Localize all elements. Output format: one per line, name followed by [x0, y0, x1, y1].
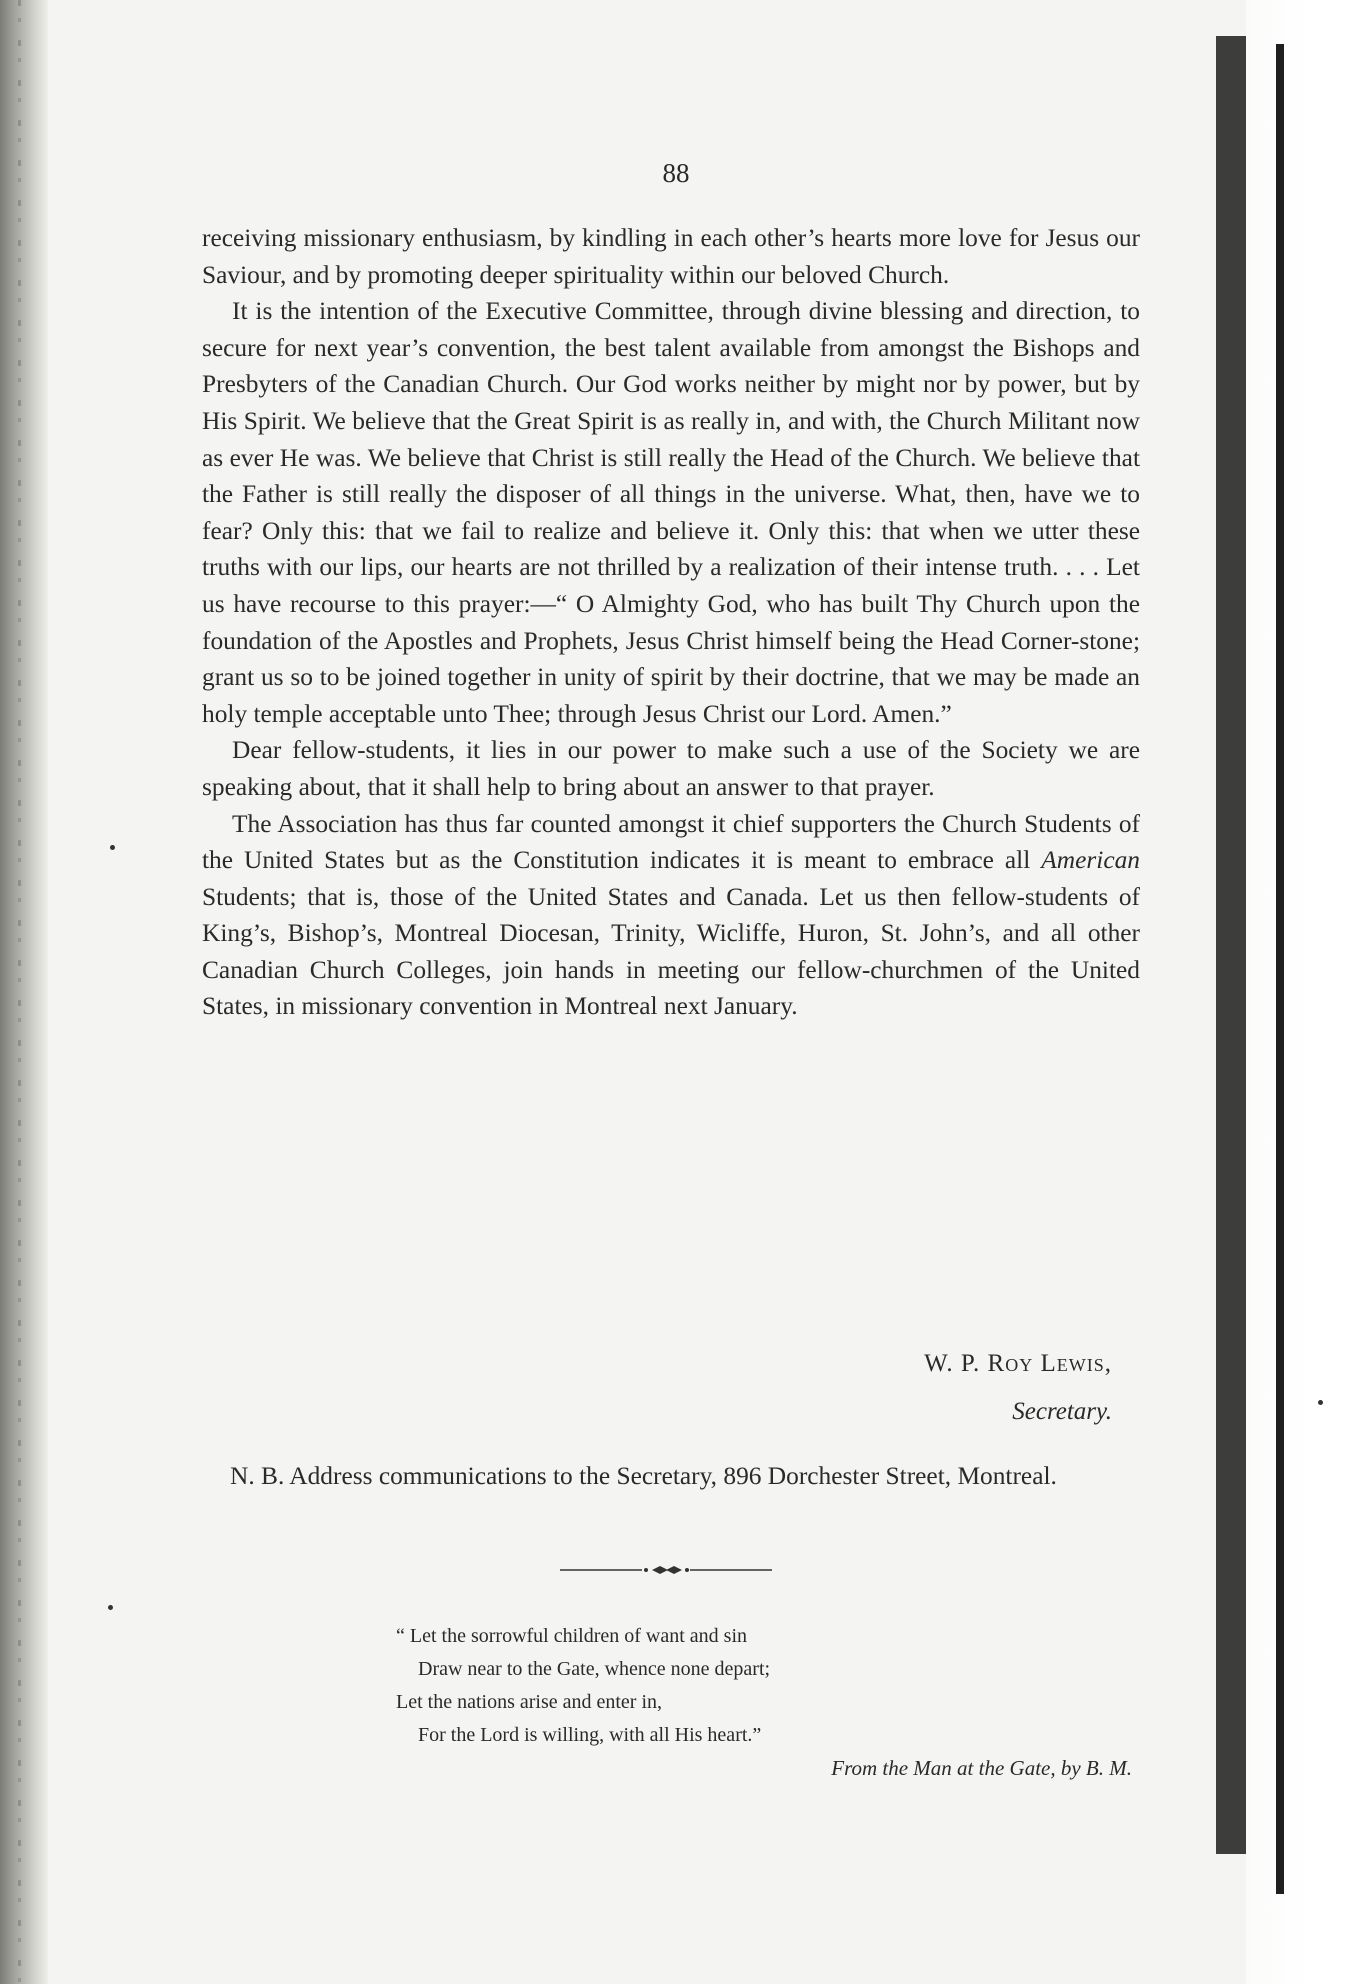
signature-title: Secretary.	[1012, 1398, 1112, 1425]
paragraph-1: receiving missionary enthusiasm, by kindling in each other’s hearts more love for Jesus our Saviour, and by promoting deeper spirituality within our beloved Church.	[202, 224, 1140, 289]
poem-attribution: From the Man at the Gate, by B. M.	[831, 1756, 1132, 1780]
poem-line: “ Let the sorrowful children of want and sin	[396, 1625, 748, 1647]
paragraph-4-end: Students; that is, those of the United States and Canada. Let us then fellow-students of King’s, Bishop’s, Montreal Diocesan, Trinity, Wicliffe, Huron, St. John’s, and all other Canadian Church Colleges, join hands in meeting our fellow-churchmen of the United States, in missionary convention in Montreal next January.	[202, 882, 1140, 1021]
scan-speck	[110, 845, 115, 850]
scan-speck	[108, 1605, 113, 1610]
scan-left-edge	[0, 0, 48, 1984]
poem-line: For the Lord is willing, with all His heart.”	[418, 1724, 762, 1746]
poem-line: Let the nations arise and enter in,	[396, 1691, 663, 1713]
paragraph-4	[202, 806, 1140, 1026]
poem-line: Draw near to the Gate, whence none depart;	[418, 1658, 771, 1680]
body-text	[202, 220, 1140, 1025]
page-number: 88	[662, 158, 690, 188]
address-note: N. B. Address communications to the Secretary, 896 Dorchester Street, Montreal.	[230, 1462, 1057, 1490]
paragraph-2: It is the intention of the Executive Committee, through divine blessing and direction, to secure for next year’s convention, the best talent available from amongst the Bishops and Presbyters of the Canadian Church. Our God works neither by might nor by power, but by His Spirit. We believe that the Great Spirit is as really in, and with, the Church Militant now as ever He was. We believe that Christ is still really the Head of the Church. We believe that the Father is still really the disposer of all things in the universe. What, then, have we to fear? Only this: that we fail to realize and believe it. Only this: that when we utter these truths with our lips, our hearts are not thrilled by a realization of their intense truth. . . . Let us have recourse to this prayer:—“ O Almighty God, who has built Thy Church upon the foundation of the Apostles and Prophets, Jesus Christ himself being the Head Corner-stone; grant us so to be joined together in unity of spirit by their doctrine, that we may be made an holy temple acceptable unto Thee; through Jesus Christ our Lord. Amen.”	[202, 297, 1140, 728]
scan-right-margin	[1246, 0, 1352, 1984]
paragraph-4-start: The Association has thus far counted amongst it chief supporters the Church Students of the United States but as the Constitution indicates it is meant to embrace all	[202, 809, 1140, 875]
paragraph-3: Dear fellow-students, it lies in our power to make such a use of the Society we are speaking about, that it shall help to bring about an answer to that prayer.	[202, 736, 1140, 801]
signature-name: W. P. Roy Lewis,	[924, 1350, 1112, 1377]
poem	[396, 1620, 956, 1752]
scan-right-shadow	[1216, 36, 1246, 1854]
paragraph-4-emphasis: American	[1041, 846, 1140, 875]
ornament-divider	[560, 1563, 772, 1577]
scan-speck	[1318, 1400, 1323, 1405]
